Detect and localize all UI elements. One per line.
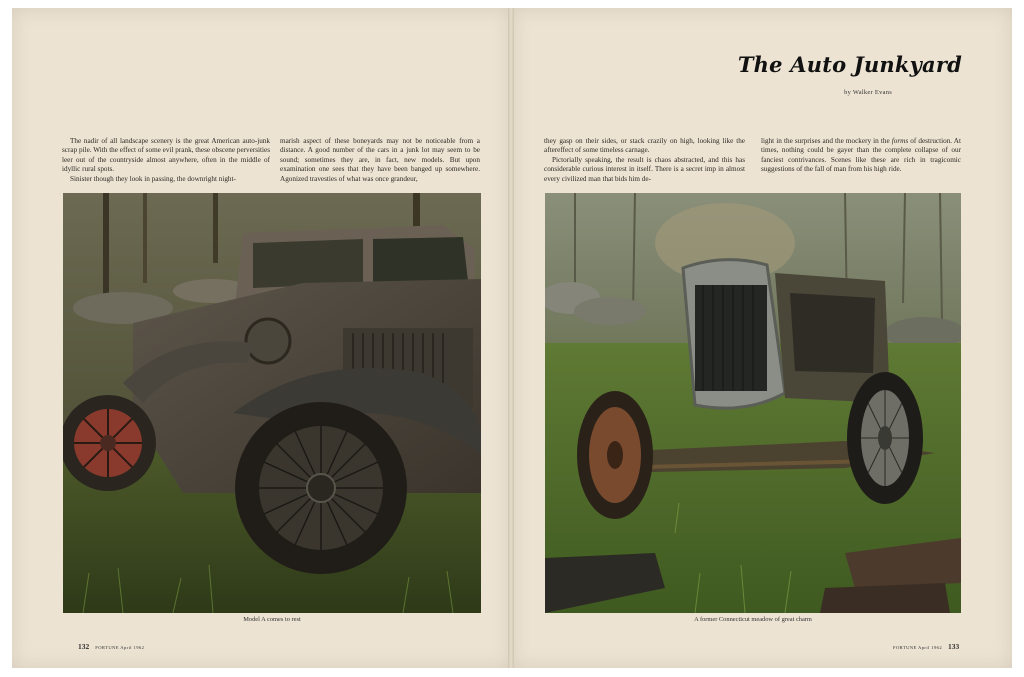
photo-model-a (63, 193, 481, 613)
photo-connecticut-meadow (545, 193, 961, 613)
paragraph: Pictorially speaking, the result is chaos abstracted, and this has considerable curious interest in itself. There is a secret imp in almost every civilized man that bids him de- (544, 155, 745, 183)
caption-left: Model A comes to rest (243, 616, 301, 623)
folio-right (893, 642, 965, 651)
page-number: 132 (78, 642, 90, 651)
paragraph: marish aspect of these boneyards may not be noticeable from a distance. A good number of the cars in a junk lot may seem to be sound; sometimes they are, in fact, new models. But upon examination one sees that they have been banged up somewhere. Agonized travesties of what was once grandeur, (280, 137, 480, 183)
folio-left (72, 642, 144, 651)
page-number: 133 (948, 642, 960, 651)
folio-magazine: FORTUNE April 1962 (95, 645, 145, 650)
page-gutter (508, 8, 514, 668)
article-title: The Auto Junkyard (737, 52, 962, 77)
paragraph: they gasp on their sides, or stack crazily on high, looking like the aftereffect of some timeless carnage. (544, 137, 745, 155)
paragraph: Sinister though they look in passing, the downright night- (70, 174, 236, 183)
right-column-1 (544, 137, 745, 184)
folio-magazine: FORTUNE April 1962 (893, 645, 943, 650)
left-column-1 (62, 137, 270, 184)
caption-right: A former Connecticut meadow of great charm (694, 616, 812, 623)
article-byline: by Walker Evans (844, 89, 892, 96)
right-column-2 (761, 137, 961, 175)
paragraph: light in the surprises and the mockery in the forms of destruction. At times, nothing could be gayer than the complete collapse of our fanciest contrivances. Scenes like these are rich in tragicomic suggestions of the fall of man from his high ride. (761, 137, 961, 174)
paragraph: The nadir of all landscape scenery is the great American auto-junk scrap pile. With the effect of some evil prank, these obscene perversities leer out of the countryside almost anywhere, often in the middle of idyllic rural spots. (62, 137, 270, 174)
left-column-2 (280, 137, 480, 184)
